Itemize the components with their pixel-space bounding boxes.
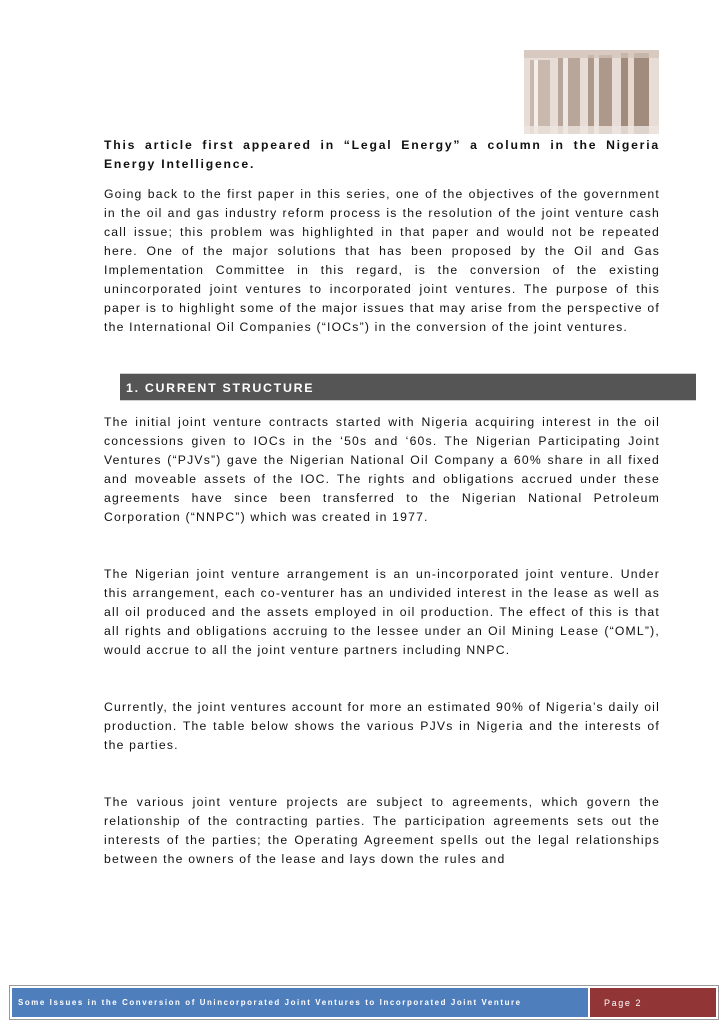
page-number: Page 2 <box>590 988 716 1017</box>
body-paragraph-3: Currently, the joint ventures account for more an estimated 90% of Nigeria’s daily oil production. The table below shows the various PJVs in Nigeria and the interests of the parties. <box>104 700 660 752</box>
spacer <box>104 755 660 793</box>
spacer <box>104 527 660 565</box>
spacer <box>104 337 660 373</box>
footer-title: Some Issues in the Conversion of Unincorporated Joint Ventures to Incorporated Joint Venture <box>12 988 588 1017</box>
page-footer <box>9 985 719 1020</box>
publication-notice: This article first appeared in “Legal Energy” a column in the Nigeria Energy Intelligence. <box>104 138 660 171</box>
body-paragraph-2: The Nigerian joint venture arrangement is an un-incorporated joint venture. Under this arrangement, each co-venturer has an undivided interest in the lease as well as all oil produced and the assets employed in oil production. The effect of this is that all rights and obligations accruing to the lessee under an Oil Mining Lease (“OML”), would accrue to all the joint venture partners including NNPC. <box>104 567 660 657</box>
body-paragraph-1: The initial joint venture contracts started with Nigeria acquiring interest in the oil concessions given to IOCs in the ‘50s and ‘60s. The Nigerian Participating Joint Ventures (“PJVs”) gave the Nigerian National Oil Company a 60% share in all fixed and moveable assets of the IOC. The rights and obligations accrued under these agreements have since been transferred to the Nigerian National Petroleum Corporation (“NNPC”) which was created in 1977. <box>104 415 660 524</box>
columns-illustration <box>524 50 659 134</box>
classical-columns-image <box>524 50 659 134</box>
intro-paragraph: Going back to the first paper in this series, one of the objectives of the government in the oil and gas industry reform process is the resolution of the joint venture cash call issue; this problem was highlighted in that paper and would not be repeated here. One of the major solutions that has been proposed by the Oil and Gas Implementation Committee in this regard, is the conversion of the existing unincorporated joint ventures to incorporated joint ventures. The purpose of this paper is to highlight some of the major issues that may arise from the perspective of the International Oil Companies (“IOCs”) in the conversion of the joint ventures. <box>104 187 660 334</box>
spacer <box>104 660 660 698</box>
article-content <box>104 136 660 869</box>
section-heading-current-structure: 1. CURRENT STRUCTURE <box>120 373 696 401</box>
body-paragraph-4: The various joint venture projects are subject to agreements, which govern the relationship of the contracting parties. The participation agreements sets out the interests of the parties; the Operating Agreement spells out the legal relationships between the owners of the lease and lays down the rules and <box>104 795 660 866</box>
